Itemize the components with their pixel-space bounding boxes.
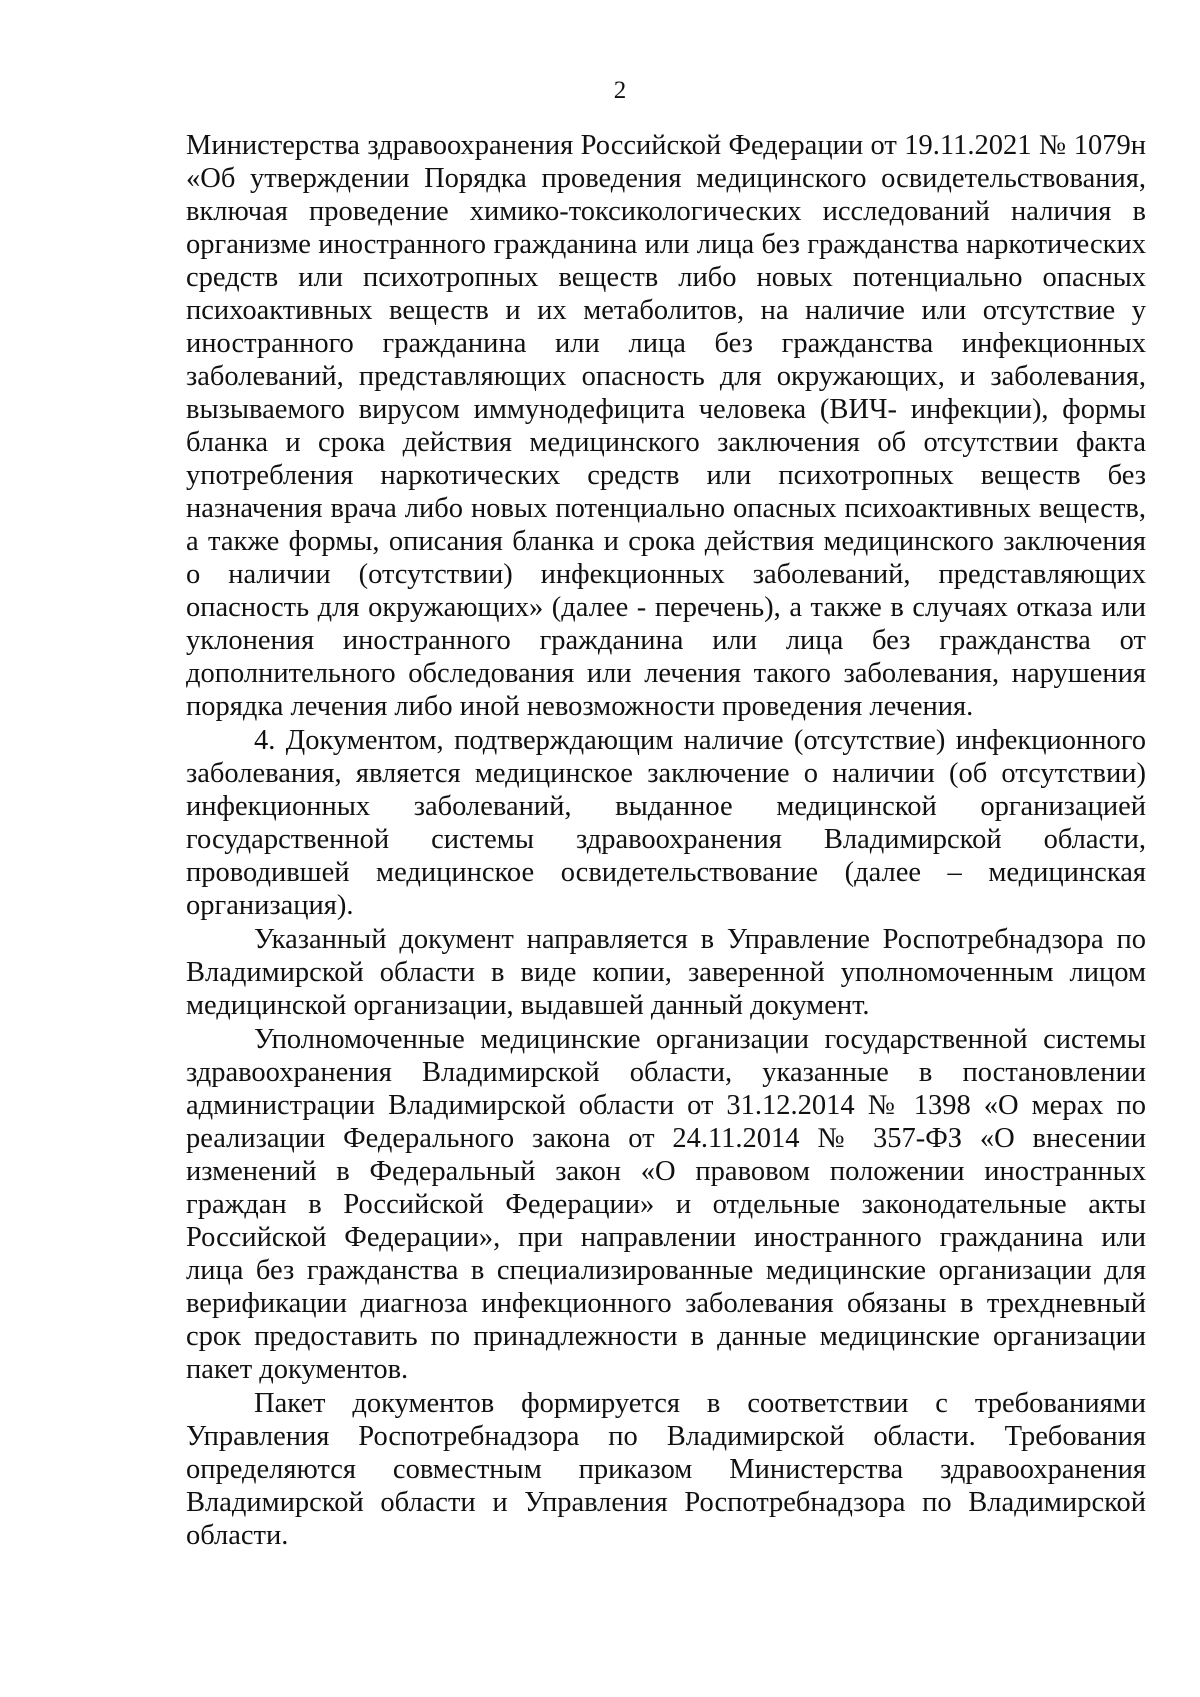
paragraph-document-package: Пакет документов формируется в соответствии с требованиями Управления Роспотребнадзора по Владимирской области. Требования определяются совместным приказом Министерства здравоохранения Владимирской области и Управления Роспотребнадзора по Владимирской области.: [186, 1388, 1146, 1551]
paragraph-document-sending: Указанный документ направляется в Управление Роспотребнадзора по Владимирской области в виде копии, заверенной уполномоченным лицом медицинской организации, выдавшей данный документ.: [186, 924, 1146, 1021]
paragraph-continuation: Министерства здравоохранения Российской Федерации от 19.11.2021 № 1079н «Об утверждении Порядка проведения медицинского освидетельствования, включая проведение химико-токсикологических исследований наличия в организме иностранного гражданина или лица без гражданства наркотических средств или психотропных веществ либо новых потенциально опасных психоактивных веществ и их метаболитов, на наличие или отсутствие у иностранного гражданина или лица без гражданства инфекционных заболеваний, представляющих опасность для окружающих, и заболевания, вызываемого вирусом иммунодефицита человека (ВИЧ- инфекции), формы бланка и срока действия медицинского заключения об отсутствии факта употребления наркотических средств или психотропных веществ без назначения врача либо новых потенциально опасных психоактивных веществ, а также формы, описания бланка и срока действия медицинского заключения о наличии (отсутствии) инфекционных заболеваний, представляющих опасность для окружающих» (далее - перечень), а также в случаях отказа или уклонения иностранного гражданина или лица без гражданства от дополнительного обследования или лечения такого заболевания, нарушения порядка лечения либо иной невозможности проведения лечения.: [186, 130, 1146, 722]
document-body: [186, 129, 1146, 1552]
paragraph-item-4: 4. Документом, подтверждающим наличие (отсутствие) инфекционного заболевания, является медицинское заключение о наличии (об отсутствии) инфекционных заболеваний, выданное медицинской организацией государственной системы здравоохранения Владимирской области, проводившей медицинское освидетельствование (далее – медицинская организация).: [186, 725, 1146, 921]
page-number: 2: [613, 77, 627, 104]
paragraph-authorized-organizations: Уполномоченные медицинские организации государственной системы здравоохранения Владимирской области, указанные в постановлении администрации Владимирской области от 31.12.2014 № 1398 «О мерах по реализации Федерального закона от 24.11.2014 № 357-ФЗ «О внесении изменений в Федеральный закон «О правовом положении иностранных граждан в Российской Федерации» и отдельные законодательные акты Российской Федерации», при направлении иностранного гражданина или лица без гражданства в специализированные медицинские организации для верификации диагноза инфекционного заболевания обязаны в трехдневный срок предоставить по принадлежности в данные медицинские организации пакет документов.: [186, 1024, 1146, 1385]
